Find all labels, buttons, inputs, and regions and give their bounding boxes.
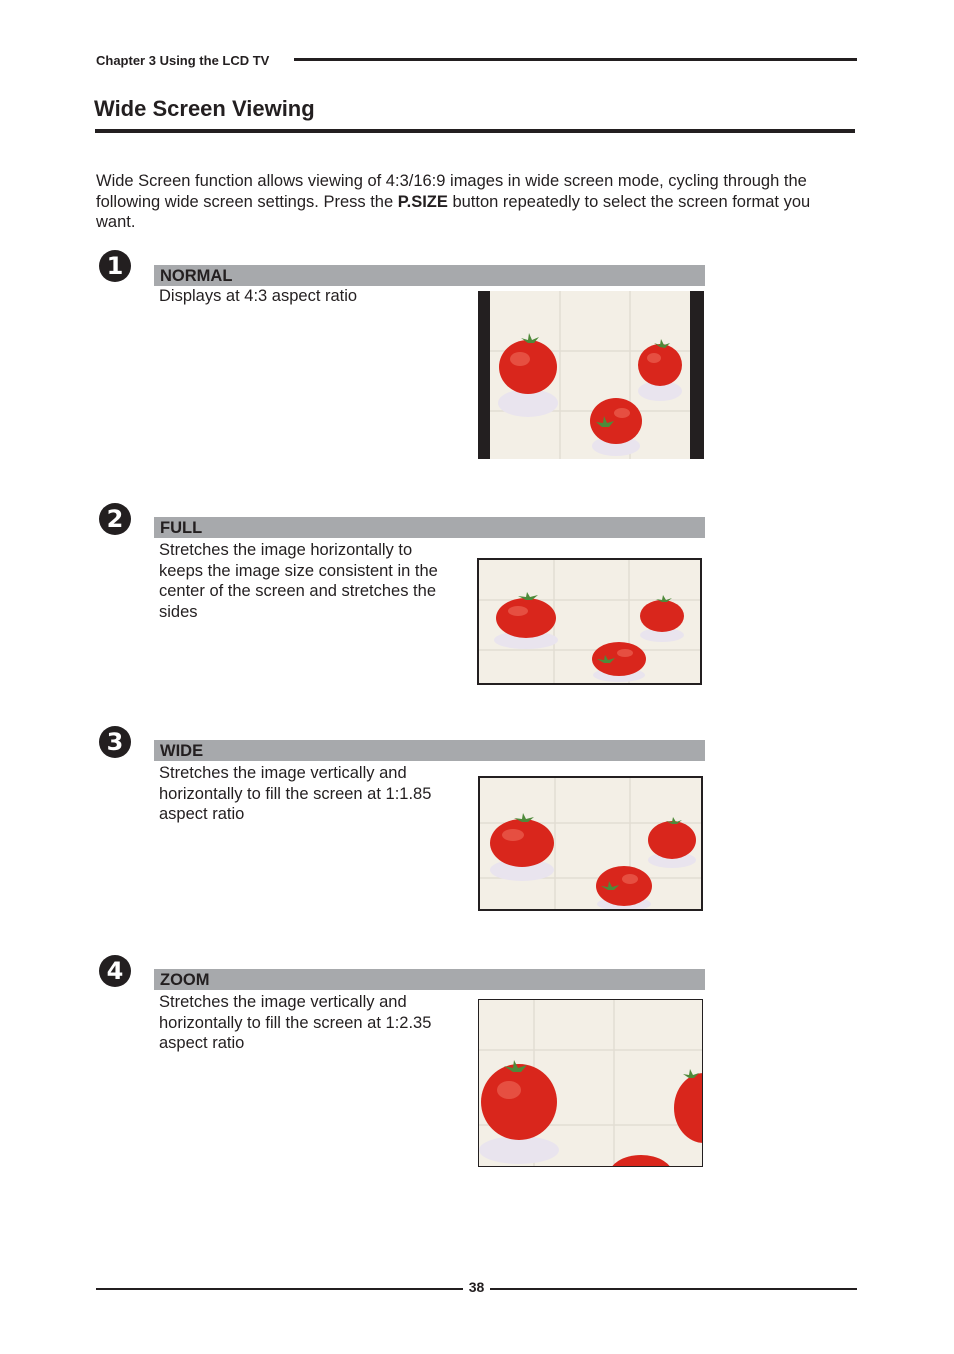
intro-paragraph xyxy=(96,171,816,233)
tomato-image-wide xyxy=(478,776,703,911)
page-number: 38 xyxy=(468,1279,485,1295)
mode-bar-full xyxy=(154,517,705,538)
chapter-rule xyxy=(294,58,857,61)
psize-button-name: P.SIZE xyxy=(397,192,448,211)
mode-label-normal: NORMAL xyxy=(160,267,233,285)
mode-label-zoom: ZOOM xyxy=(160,971,210,989)
intro-text-2: button repeatedly to select the screen format you want. xyxy=(96,192,811,231)
mode-description-zoom: Stretches the image vertically and horizontally to fill the screen at 1:2.35 aspect ratio xyxy=(159,993,432,1052)
mode-description-wide: Stretches the image vertically and horizontally to fill the screen at 1:1.85 aspect ratio xyxy=(159,764,432,823)
mode-bar-normal xyxy=(154,265,705,286)
title-rule xyxy=(95,129,855,133)
step-number-2: 2 xyxy=(99,503,131,535)
step-number-3: 3 xyxy=(99,726,131,758)
mode-description-normal: Displays at 4:3 aspect ratio xyxy=(159,287,358,305)
page-title: Wide Screen Viewing xyxy=(94,96,315,121)
step-number-4: 4 xyxy=(99,955,131,987)
intro-text-1: Wide Screen function allows viewing of 4:3/16:9 images in wide screen mode, cycling through the following wide screen settings. Press the xyxy=(96,172,807,211)
tomato-image-zoom xyxy=(478,999,703,1167)
chapter-heading: Chapter 3 Using the LCD TV xyxy=(96,53,270,68)
mode-label-wide: WIDE xyxy=(160,742,204,760)
footer-rule-right xyxy=(490,1288,857,1290)
footer-rule-left xyxy=(96,1288,463,1290)
tomato-image-full xyxy=(477,558,702,685)
tomato-image-normal xyxy=(478,291,704,459)
mode-description-full: Stretches the image horizontally to keeps the image size consistent in the center of the screen and stretches the sides xyxy=(159,541,438,621)
mode-bar-wide xyxy=(154,740,705,761)
step-number-1: 1 xyxy=(99,250,131,282)
mode-bar-zoom xyxy=(154,969,705,990)
mode-label-full: FULL xyxy=(160,519,203,537)
